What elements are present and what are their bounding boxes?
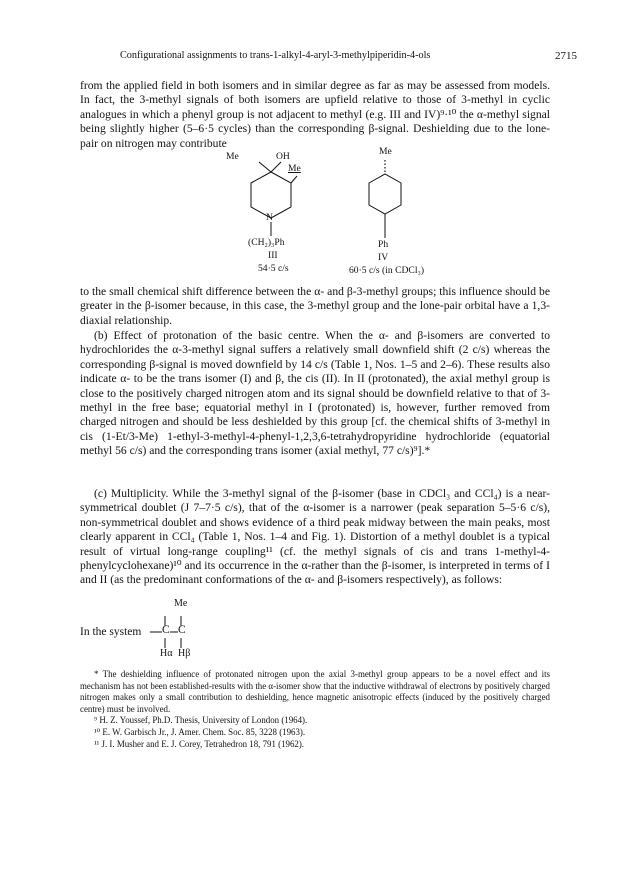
structure-III-oh: OH xyxy=(276,151,290,162)
system-carbon-1: C xyxy=(162,624,170,636)
system-methyl: Me xyxy=(174,598,188,609)
structure-III-label: III xyxy=(268,250,278,261)
structure-III-substituent: (CH₂)₃Ph xyxy=(248,237,285,248)
footnote-ref10: ¹⁰ E. W. Garbisch Jr., J. Amer. Chem. Soc. 85, 3228 (1963). xyxy=(94,726,306,737)
system-h-beta: Hβ xyxy=(178,648,191,659)
structure-IV-label: IV xyxy=(378,252,389,263)
footnote-ref9: ⁹ H. Z. Youssef, Ph.D. Thesis, University of London (1964). xyxy=(94,715,308,726)
footnote-star: * The deshielding influence of protonated nitrogen upon the axial 3-methyl group appears to be a novel effect and its mechanism has not been established-results with the α-isomer show that the inductive withdrawal of electrons by positively charged nitrogen makes only a small contribution to deshielding, hence magnetic anisotropic effects (induced by the positively charged centre) must be involved. xyxy=(80,669,550,714)
system-intro: In the system xyxy=(80,626,142,638)
structure-IV-value: 60·5 c/s (in CDCl₃) xyxy=(349,265,425,276)
footnote-ref11: ¹¹ J. I. Musher and E. J. Corey, Tetrahedron 18, 791 (1962). xyxy=(94,738,305,749)
footnotes xyxy=(80,669,550,750)
paragraph-4-text: (c) Multiplicity. While the 3-methyl signal of the β-isomer (base in CDCl₃ and CCl₄) is a near-symmetrical doublet (J 7–7·5 c/s), that of the α-isomer is a narrower (peak separation 5–5·6 c/s), non-symmetrical doublet and shows evidence of a third peak midway between the main peaks, most clearly apparent in CCl₄ (Table 1, Nos. 1–4 and Fig. 1). Distortion of a methyl doublet is a typical result of virtual long-range coupling¹¹ (cf. the methyl signals of cis and trans 1-methyl-4-phenylcyclohexane)¹⁰ and its occurrence in the α-rather than the β-isomer, is interpreted in terms of I and II (as the predominant conformations of the α- and β-isomers respectively), as follows: xyxy=(80,487,550,587)
running-title: Configurational assignments to trans-1-alkyl-4-aryl-3-methylpiperidin-4-ols xyxy=(120,50,431,61)
structure-III-me1: Me xyxy=(226,151,239,162)
paragraph-2-text: to the small chemical shift difference between the α- and β-3-methyl groups; this influence should be greater in the β-isomer because, in this case, the 3-methyl group and the lone-pair orbital have a 1,3-diaxial relationship. xyxy=(80,285,550,327)
structure-IV-ph: Ph xyxy=(378,239,389,250)
structure-III-nitrogen: N xyxy=(266,212,273,223)
system-carbon-2: C xyxy=(178,624,186,636)
page-number: 2715 xyxy=(555,50,577,62)
structure-IV-ring xyxy=(355,158,425,258)
structure-III-me2: Me xyxy=(288,163,301,174)
paragraph-1 xyxy=(80,79,550,151)
paragraph-1-text: from the applied field in both isomers and in similar degree as far as may be assessed from models. In fact, the 3-methyl signals of both isomers are upfield relative to those of 3-methyl in cyclic analogues in which a phenyl group is not adjacent to methyl (e.g. III and IV)⁹·¹⁰ the α-methyl signal being slightly higher (5–6·5 cycles) than the corresponding β-signal. Deshielding due to the lone-pair on nitrogen may contribute xyxy=(80,79,550,150)
structure-IV-me: Me xyxy=(379,146,392,157)
paragraph-3 xyxy=(80,329,550,459)
paragraph-3-text: (b) Effect of protonation of the basic centre. When the α- and β-isomers are converted to hydrochlorides the α-3-methyl signal suffers a relatively small downfield shift (2 c/s) whereas the corresponding β-signal is moved downfield by 14 c/s (Table 1, Nos. 1–5 and 2–6). These results also indicate α- to be the trans isomer (I) and β, the cis (II). In II (protonated), the axial methyl group is close to the positively charged nitrogen atom and its signal should be downfield relative to that of 3-methyl in the free base; equatorial methyl in I (protonated) is, however, further removed from charged nitrogen and should be less deshielded by this group [cf. the chemical shifts of 3-methyl in cis (1-Et/3-Me) 1-ethyl-3-methyl-4-phenyl-1,2,3,6-tetrahydropyridine hydrochloride (equatorial methyl 56 c/s) and the corresponding trans isomer (axial methyl, 77 c/s)⁹].* xyxy=(80,329,550,458)
structure-III-value: 54·5 c/s xyxy=(258,263,289,274)
paragraph-2 xyxy=(80,285,550,328)
system-h-alpha: Hα xyxy=(160,648,173,659)
paragraph-4 xyxy=(80,487,550,588)
